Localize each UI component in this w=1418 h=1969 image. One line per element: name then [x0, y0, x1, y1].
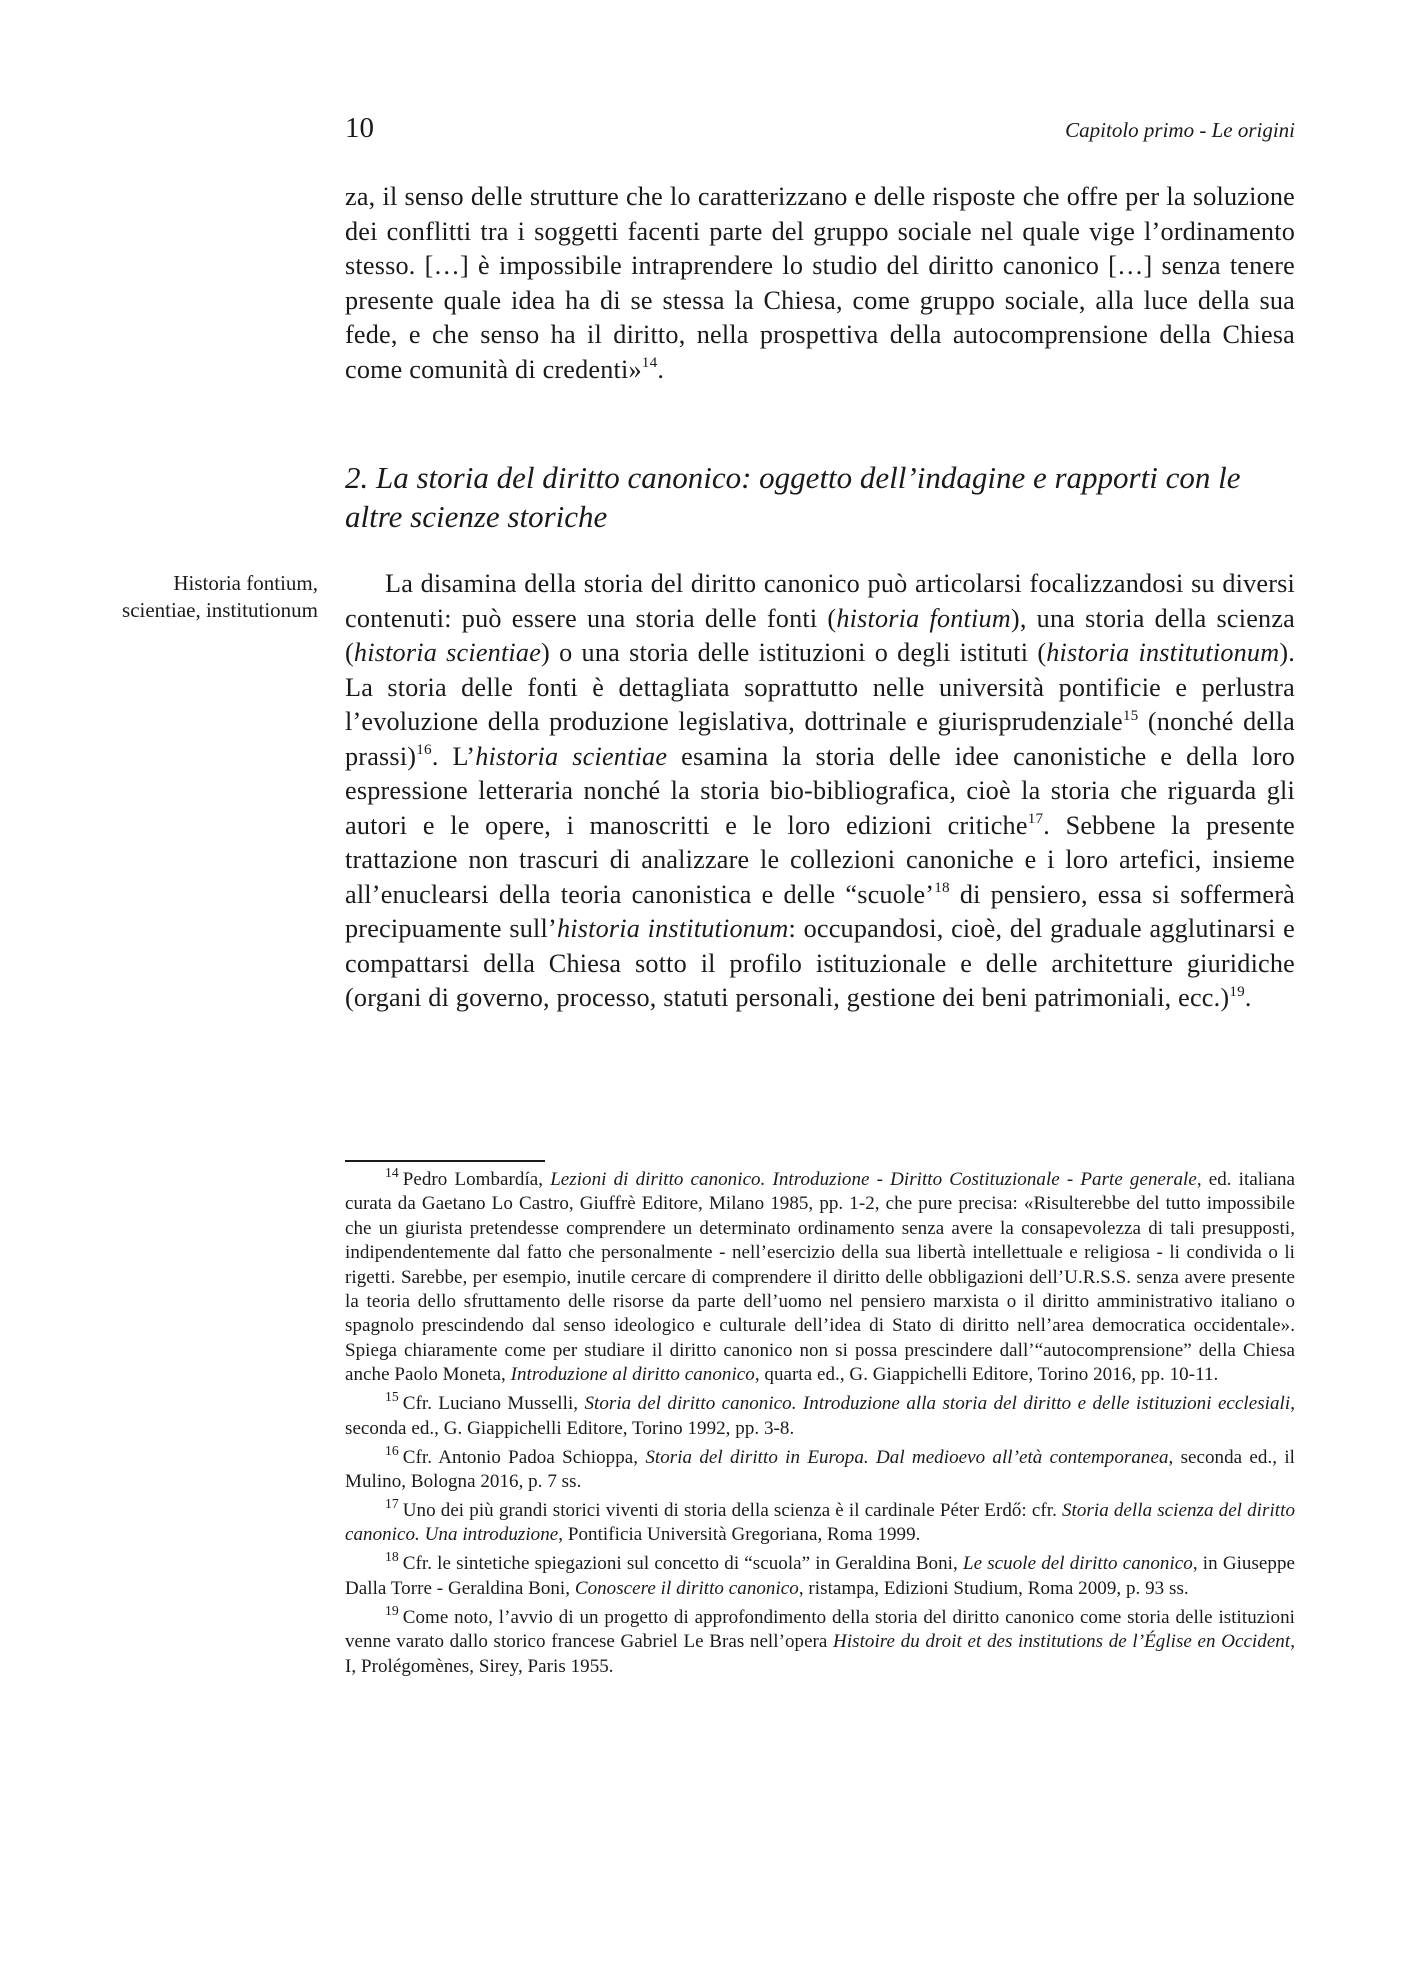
- footnote-text: , ed. italiana curata da Gaetano Lo Castro, Giuffrè Editore, Milano 1985, pp. 1-2, che pure precisa: «Risulterebbe del tutto impossibile che un giurista pretendesse comprendere un determinato ordinamento senza avere la consapevolezza di tali presupposti, indipendentemente dal fatto che personalmente - nell’esercizio della sua libertà intellettuale e religiosa - li condivida o li rigetti. Sarebbe, per esempio, inutile cercare di comprendere il diritto delle obbligazioni dell’U.R.S.S. senza avere presente la teoria dello sfruttamento delle risorse da parte dell’uomo nel pensiero marxista o il diritto amministrativo italiano o spagnolo prescindendo dal senso ideologico e culturale dell’idea di Stato di diritto nell’area democratica occidentale». Spiega chiaramente come per studiare il diritto canonico non si possa prescindere dall’“autocomprensione” della Chiesa anche Paolo Moneta,: [345, 1169, 1295, 1386]
- text-run: . L’: [431, 741, 476, 771]
- footnote-number: 14: [385, 1165, 399, 1180]
- italic-term: historia scientiae: [475, 741, 668, 771]
- footnote-text: , I, Prolégomènes, Sirey, Paris 1955.: [345, 1631, 1295, 1677]
- text-run: ) o una storia delle istituzioni o degli istituti (: [541, 638, 1047, 667]
- text-run: : occupandosi, cioè, del graduale agglutinarsi e compattarsi della Chiesa sotto il profilo istituzionale e delle architetture giuridiche (organi di governo, processo, statuti personali, gestione dei beni patrimoniali, ecc.): [345, 914, 1295, 1012]
- footnote-text: , in Giuseppe Dalla Torre - Geraldina Boni,: [345, 1553, 1295, 1599]
- footnote-19: [345, 1602, 1295, 1679]
- section-heading: 2. La storia del diritto canonico: oggetto dell’indagine e rapporti con le altre scienze storiche: [345, 460, 1241, 534]
- footnote-ref-17[interactable]: 17: [1027, 810, 1044, 828]
- running-title: Capitolo primo - Le origini: [1065, 118, 1295, 142]
- quote-text: za, il senso delle strutture che lo caratterizzano e delle risposte che offre per la soluzione dei conflitti tra i soggetti facenti parte del gruppo sociale nel quale vige l’ordinamento stesso. […] è impossibile intraprendere lo studio del diritto canonico […] senza tenere presente quale idea ha di se stessa la Chiesa, come gruppo sociale, alla luce della sua fede, e che senso ha il diritto, nella prospettiva della autocomprensione della Chiesa come comunità di credenti»: [345, 182, 1295, 384]
- footnote-ref-15[interactable]: 15: [1122, 706, 1139, 724]
- footnote-number: 16: [385, 1442, 399, 1458]
- body-paragraph: [345, 567, 1295, 1016]
- footnote-text: , ristampa, Edizioni Studium, Roma 2009, p. 93 ss.: [798, 1577, 1189, 1599]
- footnote-number: 19: [385, 1602, 399, 1618]
- footnote-title: Storia della scienza del diritto canonico. Una introduzione: [345, 1500, 1295, 1546]
- footnote-text: , seconda ed., G. Giappichelli Editore, Torino 1992, pp. 3-8.: [345, 1393, 1295, 1439]
- text-run: . Sebbene la presente trattazione non trascuri di analizzare le collezioni canoniche e i loro artefici, insieme all’enuclearsi della teoria canonistica e delle “scuole’: [345, 810, 1295, 909]
- footnote-title: Histoire du droit et des institutions de l’Église en Occident: [833, 1631, 1291, 1653]
- footnote-title: Introduzione al diritto canonico: [510, 1364, 755, 1386]
- footnote-text: Pedro Lombardía,: [402, 1169, 551, 1190]
- margin-note-line: scientiae, institutionum: [122, 598, 318, 622]
- footnote-number: 15: [385, 1389, 399, 1405]
- text-run: esamina la storia delle idee canonistiche e della loro espressione letteraria nonché la storia bio-bibliografica, cioè la storia che riguarda gli autori e le opere, i manoscritti e le loro edizioni critiche: [345, 741, 1295, 840]
- italic-term: historia scientiae: [353, 638, 542, 667]
- footnote-text: Uno dei più grandi storici viventi di storia della scienza è il cardinale Péter Erdő: cfr.: [402, 1500, 1062, 1522]
- footnote-text: , seconda ed., il Mulino, Bologna 2016, p. 7 ss.: [345, 1446, 1295, 1493]
- text-run: ). La storia delle fonti è dettagliata soprattutto nelle università pontificie e perlustra l’evoluzione della produzione legislativa, dottrinale e giurisprudenziale: [345, 638, 1295, 736]
- footnote-title: Lezioni di diritto canonico. Introduzione - Diritto Costituzionale - Parte generale: [550, 1169, 1197, 1190]
- footnote-title: Le scuole del diritto canonico: [962, 1553, 1193, 1575]
- margin-note: [18, 570, 318, 624]
- footnote-ref-18[interactable]: 18: [934, 879, 950, 897]
- footnote-text: , Pontificia Università Gregoriana, Roma 1999.: [558, 1524, 921, 1546]
- italic-term: historia institutionum: [556, 914, 789, 943]
- quote-continuation: [345, 180, 1295, 387]
- page-number: 10: [345, 112, 374, 144]
- footnote-16: [345, 1442, 1295, 1495]
- text-run: .: [1244, 983, 1252, 1012]
- footnote-text: , quarta ed., G. Giappichelli Editore, Torino 2016, pp. 10-11.: [754, 1364, 1219, 1386]
- footnote-ref-19[interactable]: 19: [1229, 982, 1245, 1000]
- footnote-text: Cfr. Antonio Padoa Schioppa,: [402, 1446, 646, 1468]
- footnote-separator: [345, 1160, 545, 1162]
- text-run: ), una storia della scienza (: [345, 603, 1295, 667]
- text-run: La disamina della storia del diritto canonico può articolarsi focalizzandosi su diversi contenuti: può essere una storia delle fonti (: [345, 569, 1295, 633]
- footnote-title: Conoscere il diritto canonico: [574, 1577, 799, 1599]
- footnote-title: Storia del diritto canonico. Introduzione alla storia del diritto e delle istituzioni ecclesiali: [584, 1393, 1291, 1415]
- footnote-17: [345, 1496, 1295, 1548]
- footnote-15: [345, 1389, 1295, 1441]
- footnote-number: 18: [385, 1549, 399, 1565]
- text-run: di pensiero, essa si soffermerà precipuamente sull’: [345, 879, 1296, 943]
- italic-term: historia institutionum: [1046, 638, 1280, 667]
- quote-end: .: [657, 354, 665, 384]
- footnote-title: Storia del diritto in Europa. Dal medioevo all’età contemporanea: [645, 1446, 1169, 1468]
- text-run: (nonché della prassi): [345, 707, 1295, 771]
- footnote-text: Cfr. le sintetiche spiegazioni sul concetto di “scuola” in Geraldina Boni,: [402, 1553, 963, 1575]
- margin-note-line: Historia fontium,: [173, 571, 318, 595]
- italic-term: historia fontium: [836, 603, 1011, 633]
- footnote-text: Cfr. Luciano Musselli,: [402, 1393, 585, 1415]
- footnote-ref-16[interactable]: 16: [416, 741, 432, 759]
- footnotes: [345, 1165, 1295, 1684]
- footnote-text: Come noto, l’avvio di un progetto di approfondimento della storia del diritto canonico come storia delle istituzioni venne varato dallo storico francese Gabriel Le Bras nell’opera: [345, 1606, 1295, 1653]
- footnote-14: [345, 1165, 1295, 1388]
- footnote-18: [345, 1549, 1295, 1601]
- footnote-ref-14[interactable]: 14: [641, 354, 658, 372]
- footnote-number: 17: [385, 1496, 399, 1512]
